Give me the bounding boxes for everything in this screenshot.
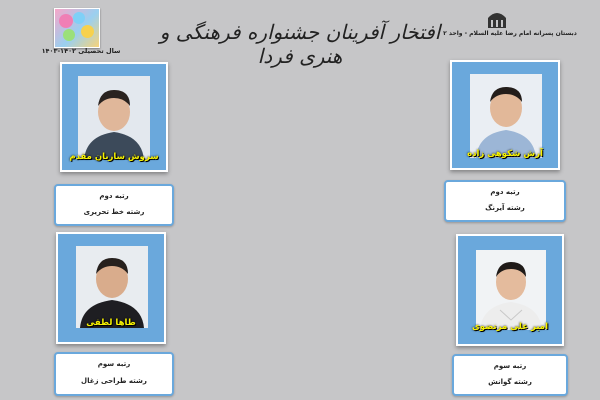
student-photo (470, 74, 542, 158)
award-rank: رتبه دوم (490, 188, 520, 196)
award-card-4 (452, 354, 568, 396)
student-photo (76, 246, 148, 328)
student-name: سروش ساربان مقدم (69, 152, 159, 162)
award-field: رشته خط تحریری (83, 208, 145, 216)
student-card-4 (456, 234, 564, 346)
award-rank: رتبه سوم (97, 360, 131, 368)
student-name: آرش شکوهی زاده (467, 149, 543, 159)
student-card-3 (56, 232, 166, 344)
award-card-3 (54, 352, 174, 396)
award-field: رشته گوانش (488, 378, 532, 386)
award-field: رشته آیرنگ (485, 204, 525, 212)
award-field: رشته طراحی زغال (81, 377, 147, 385)
student-card-1 (60, 62, 168, 172)
award-rank: رتبه سوم (493, 362, 527, 370)
header (0, 0, 600, 68)
page-title: افتخار آفرینان جشنواره فرهنگی و هنری فردا (159, 20, 441, 68)
student-photo (476, 250, 546, 330)
student-photo (78, 76, 150, 160)
student-name: طاها لطفی (86, 318, 136, 328)
student-card-2 (450, 60, 560, 170)
student-name: امیر علی مرتضوی (472, 322, 548, 332)
academic-year: سال تحصیلی ۱۴۰۲-۱۴۰۳ (41, 47, 121, 55)
school-emblem-icon (486, 8, 508, 30)
award-card-2 (444, 180, 566, 222)
school-name: دبستان پسرانه امام رضا علیه السلام - واحد ۲ (443, 30, 577, 37)
award-card-1 (54, 184, 174, 226)
festival-logo (54, 8, 100, 48)
award-rank: رتبه دوم (99, 192, 129, 200)
